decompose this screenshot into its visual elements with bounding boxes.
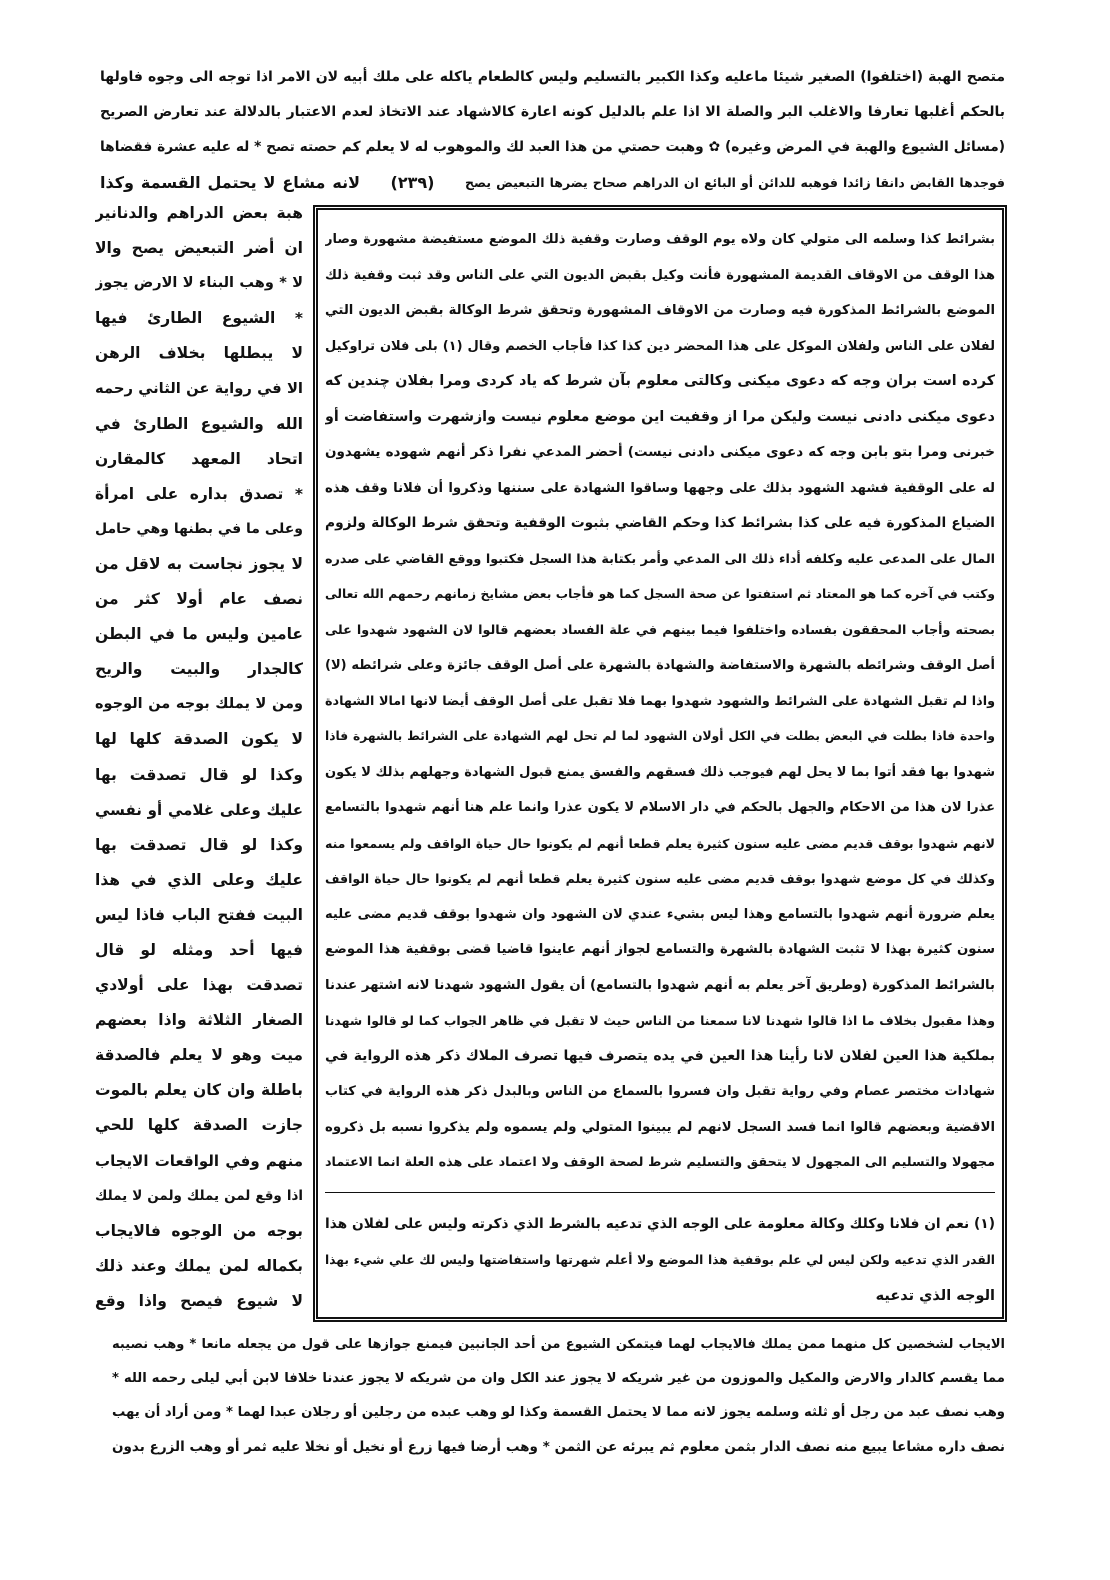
margin-note-line: عامين وليس ما في البطن xyxy=(95,625,303,644)
margin-note-line: البيت ففتح الباب فاذا ليس xyxy=(95,905,303,924)
margin-note-line: * الشيوع الطارئ فيها xyxy=(95,309,303,328)
main-text-line: الضياع المذكورة فيه على كذا بشرائط كذا وحكم القاضي بثبوت الوقفية وتحقق شرط الوكالة ولزوم xyxy=(325,515,995,531)
margin-note-line: عليك وعلى غلامي أو نفسي xyxy=(95,800,303,819)
footnote-separator xyxy=(325,1192,995,1193)
footnote-line: القدر الذي تدعيه ولكن ليس لي علم بوقفية هذا الموضع ولا أعلم شهرتها واستفاضتها وليس لك علي شيء بهذا xyxy=(325,1253,995,1267)
margin-note-line: وكذا لو قال تصدقت بها xyxy=(95,835,303,854)
bottom-text-line: وهب نصف عبد من رجل أو ثلثه وسلمه يجوز لانه مما لا يحتمل القسمة وكذا لو وهب عبده من رجلين أو رجلان عبدا لهما * ومن أراد أن يهب xyxy=(112,1405,1005,1420)
margin-note-line: لا شيوع فيصح واذا وقع xyxy=(95,1291,303,1310)
header-line-right-part: فوجدها القابض دانقا زائدا فوهبه للدائن أو البائع ان الدراهم صحاح يضرها التبعيض يصح xyxy=(465,175,1005,190)
main-text-line: بالشرائط المذكورة (وطريق آخر يعلم به أنهم شهدوا بالتسامع) أن يقول الشهود شهدنا لانه اشتهر عندنا xyxy=(325,977,995,993)
margin-note-line: عليك وعلى الذي في هذا xyxy=(95,870,303,889)
margin-note-line: وعلى ما في بطنها وهي حامل xyxy=(95,520,303,537)
main-text-line: بملكية هذا العين لفلان لانا رأينا هذا العين في يده يتصرف فيها تصرف الملاك ذكر هذه الرواية في xyxy=(325,1047,995,1064)
main-text-line: بصحته وأجاب المحققون بفساده واختلفوا فيما بينهم في علة الفساد بعضهم قالوا لان الشهود شهدوا على xyxy=(325,622,995,638)
header-text xyxy=(100,60,1005,202)
footnote-line: (١) نعم ان فلانا وكلك وكالة معلومة على الوجه الذي تدعيه بالشرط الذي ذكرته وليس على لفلان هذا xyxy=(325,1216,995,1232)
bottom-text-line: مما يقسم كالدار والارض والمكيل والموزون من غير شريكه لا يجوز عند الكل وان من شريكه لا يجوز عندنا خلافا لابن أبي ليلى رحمه الله * xyxy=(112,1371,1005,1386)
margin-note-line: كالجدار والبيت والريح xyxy=(95,660,303,679)
margin-note-line: الصغار الثلاثة واذا بعضهم xyxy=(95,1011,303,1030)
header-line: بالحكم أغلبها تعارفا والاغلب البر والصلة الا اذا علم بالدليل كونه اعارة كالاشهاد عند الاتخاذ لعدم الاعتبار بالدلالة عند تعارض الصريح xyxy=(100,104,1005,120)
margin-note-line: تصدقت بهذا على أولادي xyxy=(95,976,303,995)
main-text-line: عذرا لان هذا من الاحكام والجهل بالحكم في دار الاسلام لا يكون عذرا وانما علم هنا أنهم شهدوا بالتسامع xyxy=(325,800,995,815)
margin-note-line: باطلة وان كان يعلم بالموت xyxy=(95,1081,303,1100)
margin-note-line: اتحاد المعهد كالمقارن xyxy=(95,449,303,468)
main-text-line: يعلم ضرورة أنهم شهدوا بالتسامع وهذا ليس بشيء عندي لان الشهود وان شهدوا بوقف قديم مضى عليه xyxy=(325,906,995,922)
header-line-left-part: لانه مشاع لا يحتمل القسمة وكذا xyxy=(100,173,360,192)
main-text-line: شهدوا بها فقد أتوا بما لا يحل لهم فيوجب ذلك فسقهم والفسق يمنع قبول الشهادة وجهلهم بذلك لا يكون xyxy=(325,764,995,780)
margin-note-line: نصف عام أولا كثر من xyxy=(95,590,303,609)
footnote xyxy=(325,1206,995,1316)
margin-note-line: بكماله لمن يملك وعند ذلك xyxy=(95,1256,303,1275)
main-text-line: الاقضية وبعضهم قالوا انما فسد السجل لانهم لم يبينوا المتولي ولم يسموه ولم يذكروا نسبه بل ذكروه xyxy=(325,1119,995,1135)
main-text-line: هذا الوقف من الاوقاف القديمة المشهورة فأنت وكيل بقبض الديون التي على الناس وقد ثبت وقفية ذلك xyxy=(325,267,995,283)
main-text-line: مجهولا والتسليم الى المجهول لا يتحقق والتسليم شرط لصحة الوقف ولا اعتماد على هذه العلة انما الاعتماد xyxy=(325,1155,995,1170)
main-text-line: لانهم شهدوا بوقف قديم مضى عليه سنون كثيرة يعلم قطعا أنهم لم يكونوا حال حياة الواقف ولم يسمعوا منه xyxy=(325,835,995,851)
bottom-text-line: نصف داره مشاعا يبيع منه نصف الدار بثمن معلوم ثم يبرئه عن الثمن * وهب أرضا فيها زرع أو نخيل أو نخلا عليه ثمر أو وهب الزرع بدون xyxy=(112,1439,1005,1455)
margin-note-line: لا يكون الصدقة كلها لها xyxy=(95,730,303,749)
margin-note-line: اذا وقع لمن يملك ولمن لا يملك xyxy=(95,1187,303,1204)
margin-note-line: لا يبطلها بخلاف الرهن xyxy=(95,344,303,363)
margin-note-line: منهم وفي الواقعات الايجاب xyxy=(95,1151,303,1170)
margin-note-line: لا * وهب البناء لا الارض يجوز xyxy=(95,275,303,292)
main-text-line: خبرنى ومرا بتو بابن وجه كه دعوى ميكنى دادنى نيست) أحضر المدعي نفرا ذكر أنهم شهوده يشهدون xyxy=(325,444,995,460)
main-text-line: المال على المدعى عليه وكلفه أداء ذلك الى المدعي وأمر بكتابة هذا السجل فكتبوا ووقع القاضي على صدره xyxy=(325,551,995,567)
main-text-line: واحدة فاذا بطلت في البعض بطلت في الكل أولان الشهود لما لم تحل لهم الشهادة على الشرائط بالشهرة فاذا xyxy=(325,729,995,743)
main-text-line: وكتب في آخره كما هو المعتاد ثم استفتوا عن صحة السجل كما هو فأجاب بعض مشايخ زمانهم رحمهم الله تعالى xyxy=(325,587,995,601)
margin-note-line: هبة بعض الدراهم والدنانير xyxy=(95,204,303,222)
main-text-line: بشرائط كذا وسلمه الى متولي كان ولاه يوم الوقف وصارت وقفية ذلك الموضع مستفيضة مشهورة وصار xyxy=(325,232,995,247)
margin-note-line: بوجه من الوجوه فالايجاب xyxy=(95,1221,303,1240)
main-text-line: له على الوقفية فشهد الشهود بذلك على وجهها وساقوا الشهادة على سننها وذكروا أن فلانا وقف هذه xyxy=(325,480,995,496)
main-text-line: لفلان على الناس ولفلان الموكل على هذا المحضر دين كذا كذا فأجاب الخصم وقال (١) بلى فلان تراوكيل xyxy=(325,338,995,354)
margin-commentary xyxy=(95,196,303,1321)
margin-note-line: ومن لا يملك بوجه من الوجوه xyxy=(95,696,303,713)
margin-note-line: ميت وهو لا يعلم فالصدقة xyxy=(95,1046,303,1065)
main-text-line: وكذلك في كل موضع شهدوا بوقف قديم مضى عليه سنون كثيرة يعلم قطعا أنهم لم يكونوا حال حياة الواقف xyxy=(325,871,995,886)
footnote-line: الوجه الذي تدعيه xyxy=(875,1288,995,1304)
bottom-text-line: الايجاب لشخصين كل منهما ممن يملك فالايجاب لهما فيتمكن الشيوع من أحد الجانبين فيمنع جوازها على قول من يجعله مانعا * وهب نصيبه xyxy=(112,1337,1005,1352)
main-text-line: كرده است بران وجه كه دعوى ميكنى وكالتى معلوم بآن شرط كه ياد كردى ومرا بفلان چندين كه xyxy=(325,373,995,389)
main-text-line: أصل الوقف وشرائطه بالشهرة والاستفاضة والشهادة بالشهرة على أصل الوقف جائزة وعلى شرائطه (لا) xyxy=(325,658,995,673)
main-text xyxy=(325,222,995,1182)
header-line: متصح الهبة (اختلفوا) الصغير شيئا ماعليه وكذا الكبير بالتسليم وليس كالطعام ياكله على ملك أبيه لان الامر اذا توجه الى وجوه فاولها xyxy=(100,69,1005,85)
bottom-text xyxy=(112,1328,1005,1466)
header-line: (مسائل الشيوع والهبة في المرض وغيره) ✿ وهبت حصتي من هذا العبد لك والموهوب له لا يعلم كم حصته تصح * له عليه عشرة فقضاها xyxy=(100,139,1005,155)
main-text-line: دعوى ميكنى دادنى نيست وليكن مرا از وقفيت اين موضع معلوم نيست وازشهرت واستفاضت أو xyxy=(325,408,995,425)
page-number: (٢٣٩) xyxy=(390,173,435,192)
margin-note-line: فيها أحد ومثله لو قال xyxy=(95,940,303,959)
main-text-line: واذا لم تقبل الشهادة على الشرائط والشهود شهدوا بهما فلا تقبل على أصل الوقف أيضا لانها امالا الشهادة xyxy=(325,693,995,709)
main-text-line: وهذا مقبول بخلاف ما اذا قالوا شهدنا لانا سمعنا من الناس حيث لا تقبل في ظاهر الجواب كما لو قالوا شهدنا xyxy=(325,1013,995,1028)
margin-note-line: جازت الصدقة كلها للحي xyxy=(95,1116,303,1135)
header-line-with-page-number xyxy=(100,165,1005,200)
margin-note-line: لا يجوز نجاست به لاقل من xyxy=(95,554,303,573)
margin-note-line: وكذا لو قال تصدقت بها xyxy=(95,765,303,784)
main-text-line: سنون كثيرة بهذا لا تثبت الشهادة بالشهرة والتسامع لجواز أنهم عاينوا قاضيا قضى بوقفية هذا الموضع xyxy=(325,942,995,957)
main-text-line: الموضع بالشرائط المذكورة فيه وصارت من الاوقاف المشهورة وتحقق شرط الوكالة بقبض الديون التي xyxy=(325,303,995,318)
margin-note-line: الا في رواية عن الثاني رحمه xyxy=(95,380,303,398)
margin-note-line: ان أضر التبعيض يصح والا xyxy=(95,239,303,258)
margin-note-line: الله والشيوع الطارئ في xyxy=(95,414,303,433)
main-text-line: شهادات مختصر عصام وفي رواية تقبل وان فسروا بالسماع من الناس وبالبدل ذكر هذه الرواية في كتاب xyxy=(325,1084,995,1099)
margin-note-line: * تصدق بداره على امرأة xyxy=(95,484,303,503)
